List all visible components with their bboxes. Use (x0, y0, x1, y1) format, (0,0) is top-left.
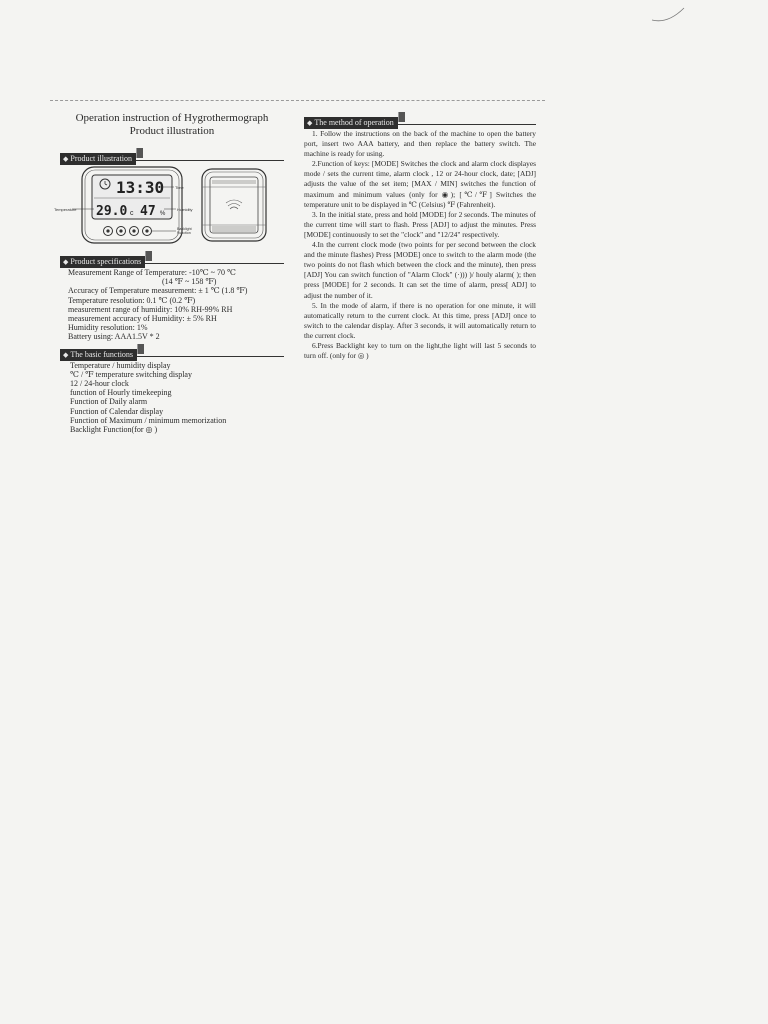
specifications-list (68, 268, 284, 342)
function-line: Backlight Function(for ◎ ) (70, 425, 158, 435)
diamond-icon: ◆ (307, 119, 313, 127)
section-label: The method of operation (314, 118, 394, 127)
operation-paragraph: 2.Function of keys: [MODE] Switches the clock and alarm clock displayes mode / sets the current time, alarm clock , 12 or 24-hour clock, date; [ADJ] adjusts the value of the set item; [MAX / MIN] switches the function of maximum and minimum values (only for ◉); [℃/℉] Switches the temperature unit to be displayed in ℃ (Celsius) ℉ (Fahrenheit). (304, 159, 536, 209)
callout-backlight: Backlight (177, 227, 192, 231)
diamond-icon: ◆ (63, 350, 69, 359)
callout-temperature: Temperature (54, 207, 77, 212)
left-column (54, 112, 284, 435)
operation-paragraph: 5. In the mode of alarm, if there is no operation for one minute, it will automatically return to the current clock. At this time, press [ADJ] once to switch to the calendar display. After 3 seconds, it will automatically return to the current clock. (304, 300, 536, 340)
operation-paragraph: 3. In the initial state, press and hold [MODE] for 2 seconds. The minutes of the current time will start to flash. Press [ADJ] to adjust the minutes. Press [MODE] continuously to set the "clock" and "12/24" respectively. (304, 209, 536, 239)
function-line: function of Hourly timekeeping (70, 388, 172, 398)
spec-line: Accuracy of Temperature measurement: ± 1 ℃ (1.8 ℉) (68, 286, 248, 296)
section-label: Product illustration (70, 154, 132, 163)
spec-line: measurement accuracy of Humidity: ± 5% RH (68, 314, 217, 324)
spec-line: Humidity resolution: 1% (68, 323, 148, 333)
function-line: Function of Calendar display (70, 406, 164, 416)
section-bar-operation (304, 112, 536, 125)
document-subtitle: Product illustration (129, 125, 215, 137)
tab-marker (398, 112, 405, 122)
temp-digits: 29.0 (96, 204, 128, 219)
function-line: Temperature / humidity display (70, 360, 171, 370)
spec-line: Temperature resolution: 0.1 ℃ (0.2 ℉) (68, 295, 196, 305)
tab-marker (136, 148, 143, 158)
tab-marker (137, 344, 144, 354)
function-line: Function of Daily alarm (70, 397, 148, 407)
spec-line: (14 ℉ ~ 158 ℉) (162, 277, 217, 287)
callout-time: Time (175, 185, 184, 190)
section-bar-functions (60, 344, 284, 357)
tab-marker (145, 251, 152, 261)
time-digits: 13:30 (116, 178, 165, 197)
spec-line: Measurement Range of Temperature: -10℃ ~ 70 ℃ (68, 268, 236, 277)
function-line: 12 / 24-hour clock (70, 379, 129, 389)
humidity-digits: 47 (140, 204, 156, 219)
document-title: Operation instruction of Hygrothermograph (75, 112, 269, 124)
function-line: ℃ / ℉ temperature switching display (70, 369, 192, 379)
section-label: Product specifications (70, 257, 142, 266)
section-bar-specifications (60, 251, 284, 264)
section-label: The basic functions (70, 349, 134, 359)
scan-mark-top-right (650, 6, 686, 24)
right-column (304, 112, 536, 361)
top-divider (50, 100, 545, 101)
clock-device-drawing (54, 165, 284, 247)
humidity-unit: % (160, 211, 166, 217)
callout-humidity: Humidity (177, 207, 193, 212)
spec-line: Battery using: AAA1.5V * 2 (68, 332, 160, 342)
operation-paragraph: 4.In the current clock mode (two points for per second between the clock and the minute flashes) Press [MODE] once to switch to the alarm mode (the two points do not flash which between the clock and the minute), then press [ADJ] You can switch function of "Alarm Clock" (·))) )/ houly alarm( ); then press [MODE] for 2 seconds. It can set the time of alarm, press[ ADJ] to adjust the number of it. (304, 240, 536, 300)
diamond-icon: ◆ (63, 155, 69, 163)
diamond-icon: ◆ (63, 258, 69, 266)
section-bar-illustration (60, 148, 284, 161)
spec-line: measurement range of humidity: 10% RH-99% RH (68, 304, 233, 314)
operation-paragraph: 6.Press Backlight key to turn on the light,the light will last 5 seconds to turn off. (only for ◎ ) (304, 340, 536, 361)
function-line: Function of Maximum / minimum memorization (70, 415, 227, 425)
callout-function: Function (177, 231, 191, 235)
temp-unit: c (130, 210, 134, 217)
product-illustration (54, 165, 284, 247)
functions-list (70, 361, 284, 435)
operation-paragraph: 1. Follow the instructions on the back of the machine to open the battery port, insert two AAA battery, and then replace the battery switch. The machine is ready for using. (304, 129, 536, 159)
